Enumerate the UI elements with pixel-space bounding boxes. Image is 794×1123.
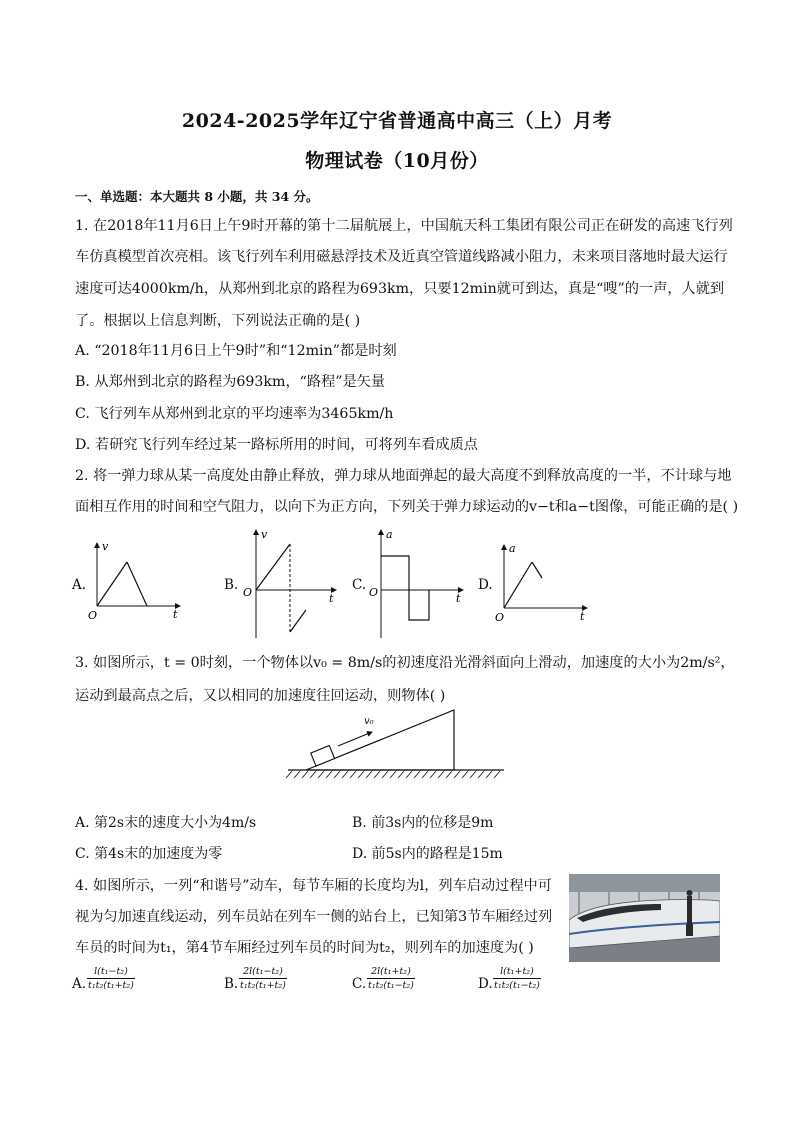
q2-graph-a-y-label: v: [102, 540, 109, 553]
q3-option-b: B. 前3s内的位移是9m: [352, 815, 494, 831]
q4-option-c-fraction: [367, 965, 415, 992]
q1-line-1: 1. 在2018年11月6日上午9时开幕的第十二届航展上，中国航天科工集团有限公司正在研发的高速飞行列: [75, 218, 733, 234]
q4-option-a-fraction: [87, 965, 135, 992]
q4-option-c-numerator: 2l(t₁+t₂): [367, 965, 415, 979]
ground-hatching: [286, 771, 500, 778]
q3-line-2: 运动到最高点之后，又以相同的加速度往回运动，则物体( ): [75, 688, 446, 704]
velocity-arrow: [338, 732, 372, 746]
q4-option-d-label: D.: [478, 976, 493, 992]
q4-line-3: 车员的时间为t₁，第4节车厢经过列车员的时间为t₂，则列车的加速度为( ): [75, 940, 534, 956]
q4-option-a-denominator: t₁t₂(t₁+t₂): [88, 980, 134, 991]
q1-line-3: 速度可达4000km/h，从郑州到北京的路程为693km，只要12min就可到达，真是“嗖”的一声，人就到: [75, 281, 725, 297]
q2-graph-a-x-label: t: [173, 608, 178, 621]
q2-line-1: 2. 将一弹力球从某一高度处由静止释放，弹力球从地面弹起的最大高度不到释放高度的一半，不计球与地: [75, 468, 732, 484]
q2-graph-b: [238, 526, 338, 641]
q2-graph-a: [85, 538, 185, 623]
q2-graph-b-x-label: t: [329, 592, 334, 605]
q3-line-1: 3. 如图所示，t = 0时刻，一个物体以v₀ = 8m/s的初速度沿光滑斜面向上滑动，加速度的大小为2m/s²，: [75, 655, 735, 671]
q1-option-d: D. 若研究飞行列车经过某一路标所用的时间，可将列车看成质点: [75, 437, 478, 453]
q2-graph-d-y-label: a: [509, 542, 516, 555]
q4-option-d-denominator: t₁t₂(t₁−t₂): [494, 980, 540, 991]
train-photo: [569, 874, 720, 962]
q2-line-2: 面相互作用的时间和空气阻力，以向下为正方向，下列关于弹力球运动的v−t和a−t图像，可能正确的是( ): [75, 499, 739, 515]
q4-option-d-numerator: l(t₁+t₂): [493, 965, 541, 979]
q2-graph-d-x-label: t: [580, 610, 585, 623]
q2-graph-a-origin: O: [88, 609, 98, 622]
q1-option-a: A. “2018年11月6日上午9时”和“12min”都是时刻: [75, 343, 397, 359]
q2-graph-c: [365, 526, 465, 641]
q2-graph-b-y-label: v: [261, 528, 268, 541]
q2-option-a-label: A.: [72, 577, 87, 593]
q4-option-b-label: B.: [224, 976, 239, 992]
q2-graph-b-origin: O: [243, 586, 253, 599]
q1-line-2: 车仿真模型首次亮相。该飞行列车利用磁悬浮技术及近真空管道线路减小阻力，未来项目落地时最大运行: [75, 249, 728, 265]
exam-title: 2024-2025学年辽宁省普通高中高三（上）月考: [181, 110, 613, 132]
q3-option-c: C. 第4s末的加速度为零: [75, 846, 223, 862]
q4-option-c-label: C.: [352, 976, 367, 992]
q4-line-2: 视为匀加速直线运动，列车员站在列车一侧的站台上，已知第3节车厢经过列: [75, 909, 553, 925]
q2-graph-c-origin: O: [369, 586, 379, 599]
q4-option-a-numerator: l(t₁−t₂): [87, 965, 135, 979]
section-heading: 一、单选题：本大题共 8 小题，共 34 分。: [75, 189, 319, 204]
q4-option-b-fraction: [239, 965, 287, 992]
q2-option-b-label: B.: [224, 577, 239, 593]
q1-line-4: 了。根据以上信息判断，下列说法正确的是( ): [75, 313, 361, 329]
exam-subtitle: 物理试卷（10月份）: [305, 150, 489, 172]
q2-graph-d: [492, 540, 592, 625]
q4-option-a-label: A.: [72, 976, 87, 992]
q3-velocity-label: v₀: [364, 716, 374, 727]
q4-line-1: 4. 如图所示，一列“和谐号”动车，每节车厢的长度均为l，列车启动过程中可: [75, 878, 552, 894]
q4-option-c-denominator: t₁t₂(t₁−t₂): [368, 980, 414, 991]
q2-graph-c-y-label: a: [386, 528, 393, 541]
q2-option-d-label: D.: [478, 577, 493, 593]
q4-option-d-fraction: [493, 965, 541, 992]
q3-incline-figure: [286, 708, 508, 782]
q2-graph-d-origin: O: [495, 611, 505, 624]
q1-option-c: C. 飞行列车从郑州到北京的平均速率为3465km/h: [75, 406, 394, 422]
q2-option-c-label: C.: [352, 577, 367, 593]
q2-graph-c-x-label: t: [456, 592, 461, 605]
q3-option-a: A. 第2s末的速度大小为4m/s: [75, 815, 257, 831]
q4-option-b-denominator: t₁t₂(t₁+t₂): [240, 980, 286, 991]
q4-option-b-numerator: 2l(t₁−t₂): [239, 965, 287, 979]
sliding-block: [311, 746, 335, 766]
q1-option-b: B. 从郑州到北京的路程为693km，“路程”是矢量: [75, 374, 386, 390]
q3-option-d: D. 前5s内的路程是15m: [352, 846, 503, 862]
